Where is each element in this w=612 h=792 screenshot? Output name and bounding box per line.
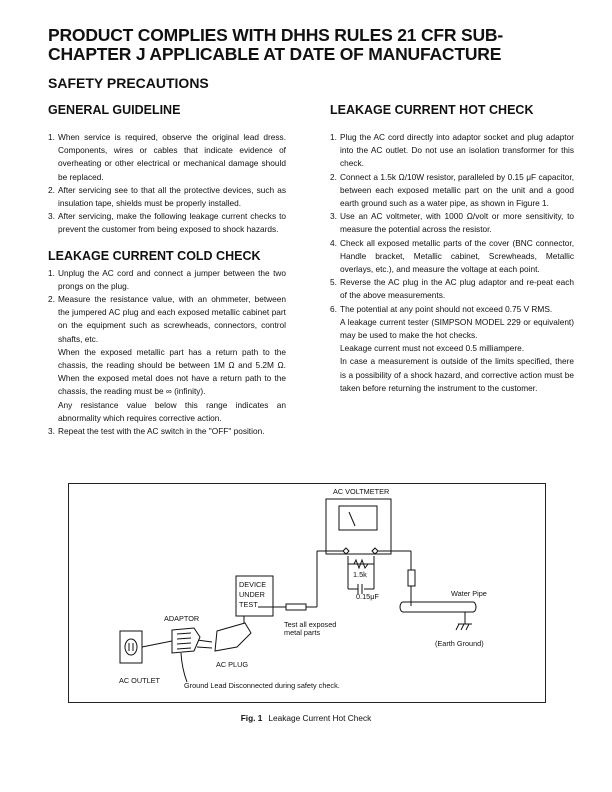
cold-check-heading: LEAKAGE CURRENT COLD CHECK [48, 248, 261, 263]
earth-ground-label: (Earth Ground) [435, 639, 484, 648]
voltmeter-dial [339, 506, 377, 530]
list-item: 3. Repeat the test with the AC switch in the "OFF" position. [48, 426, 265, 437]
section-title: SAFETY PRECAUTIONS [48, 75, 209, 91]
test-parts-label: Test all exposed metal parts [284, 620, 337, 637]
list-item: 1. When service is required, observe the original lead dress. Components, wires or cables that indicate evidence of overheating or other electrical or mechanical damage should be replaced. [48, 132, 286, 182]
figure-caption [0, 713, 612, 723]
device-under-test-label: DEVICE UNDER TEST [239, 580, 267, 609]
ground-lead-label: Ground Lead Disconnected during safety check. [184, 681, 340, 690]
list-item: 1. Plug the AC cord directly into adaptor socket and plug adaptor into the AC outlet. Do not use an isolation transformer for this check. [330, 132, 574, 169]
general-guideline-heading: GENERAL GUIDELINE [48, 103, 181, 117]
ac-plug-label: AC PLUG [216, 660, 249, 669]
left-column [48, 103, 286, 438]
hot-check-heading: LEAKAGE CURRENT HOT CHECK [330, 103, 534, 117]
list-item: 1. Unplug the AC cord and connect a jumper between the two prongs on the plug. [48, 267, 286, 291]
capacitor-label: 0.15μF [356, 592, 379, 601]
figure-caption-text: Leakage Current Hot Check [268, 713, 372, 723]
ac-voltmeter-label: AC VOLTMETER [333, 487, 390, 496]
figure-label: Fig. 1 [240, 713, 263, 723]
list-item: 3. After servicing, make the following leakage current checks to prevent the customer from being exposed to shock hazards. [48, 211, 286, 235]
page-title: PRODUCT COMPLIES WITH DHHS RULES 21 CFR SUB-CHAPTER J APPLICABLE AT DATE OF MANUFACTURE [48, 25, 503, 64]
ac-outlet-label: AC OUTLET [119, 676, 160, 685]
leakage-test-diagram [68, 483, 546, 703]
right-column [330, 103, 574, 395]
list-item: 2. Connect a 1.5k Ω/10W resistor, paralleled by 0.15 μF capacitor, between each exposed metallic part on the unit and a good earth ground such as a water pipe, as shown in Figure 1. [330, 171, 574, 209]
list-item: 3. Use an AC voltmeter, with 1000 Ω/volt or more sensitivity, to measure the potential across the resistor. [330, 211, 574, 235]
cold-check-list [48, 267, 286, 439]
list-item: 6. The potential at any point should not exceed 0.75 V RMS. A leakage current tester (SIMPSON MODEL 229 or equivalent) may be used to make the hot checks. Leakage current must not exceed 0.5 milliampere. In case a measurement is outside of the limits specified, there is a possibility of a shock hazard, and corrective action must be taken before returning the instrument to the customer. [330, 303, 574, 393]
list-item: 4. Check all exposed metallic parts of the cover (BNC connector, Handle bracket, Metallic cabinet, Screwheads, Metallic overlays, etc.), and measure the voltage at each point. [330, 237, 574, 275]
hot-check-list [330, 131, 574, 395]
adaptor-label: ADAPTOR [164, 614, 200, 623]
general-guideline-list [48, 131, 286, 237]
list-item: 2. Measure the resistance value, with an ohmmeter, between the jumpered AC plug and each exposed metallic cabinet part on the equipment such as screwheads, connectors, control shafts, etc. When the exposed metallic part has a return path to the chassis, the reading should be between 1M Ω and 5.2M Ω. When the exposed metal does not have a return path to the chassis, the reading must be ∞ (infinity). Any resistance value below this range indicates an abnormality which requires corrective action. [48, 294, 286, 423]
resistor-label: 1.5k [353, 570, 367, 579]
water-pipe-label: Water Pipe [451, 589, 487, 598]
list-item: 5. Reverse the AC plug in the AC plug adaptor and re-peat each of the above measurements. [330, 277, 574, 301]
list-item: 2. After servicing see to that all the protective devices, such as insulation tape, shields must be properly installed. [48, 184, 286, 209]
voltmeter-box [326, 499, 391, 554]
